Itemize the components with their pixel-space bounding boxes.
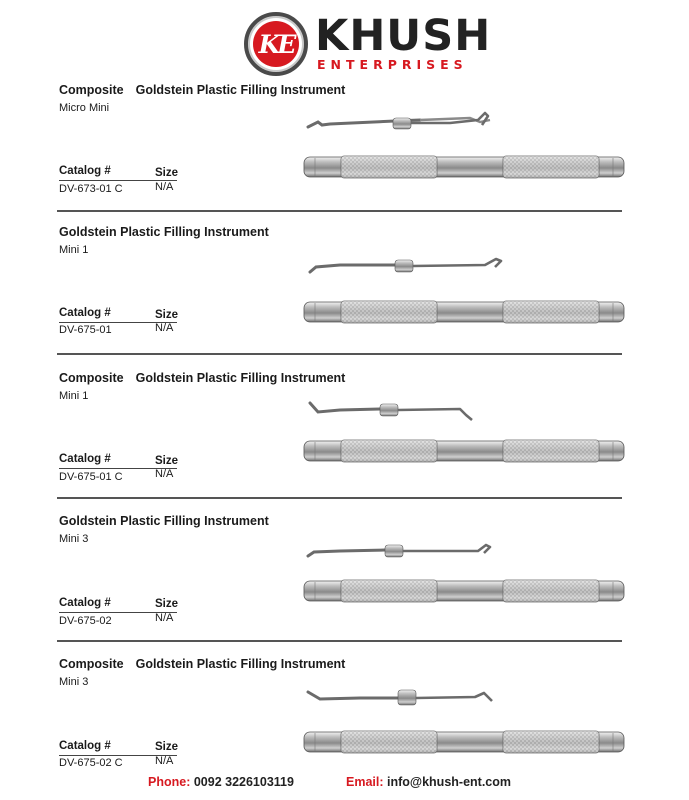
- product-name: Goldstein Plastic Filling Instrument: [135, 657, 346, 671]
- catalog-number: DV-675-01: [59, 324, 112, 336]
- size-header: Size: [155, 455, 179, 467]
- product-title: [59, 83, 345, 97]
- instrument-handle-image: [303, 154, 625, 180]
- instrument-handle-image: [303, 578, 625, 604]
- phone-label: Phone:: [148, 775, 191, 789]
- size-value: N/A: [155, 181, 174, 193]
- catalog-header: Catalog #: [59, 165, 111, 177]
- catalog-number: DV-675-02: [59, 615, 112, 627]
- email-address: info@khush-ent.com: [387, 775, 511, 789]
- logo-emblem: [244, 12, 308, 76]
- product-subtitle: Mini 1: [59, 390, 89, 402]
- instrument-tip-image: [300, 681, 600, 721]
- product-subtitle: Micro Mini: [59, 102, 110, 114]
- section-divider: [57, 497, 622, 499]
- catalog-header: Catalog #: [59, 453, 111, 465]
- size-header: Size: [155, 598, 179, 610]
- section-divider: [57, 640, 622, 642]
- email-label: Email:: [346, 775, 384, 789]
- catalog-header: Catalog #: [59, 597, 111, 609]
- footer-email: [346, 775, 511, 789]
- instrument-tip-image: [300, 251, 600, 291]
- section-divider: [57, 353, 622, 355]
- catalog-number: DV-675-01 C: [59, 471, 123, 483]
- size-value: N/A: [155, 755, 174, 767]
- instrument-handle-image: [303, 438, 625, 464]
- size-value: N/A: [155, 468, 174, 480]
- product-name: Goldstein Plastic Filling Instrument: [135, 83, 346, 97]
- size-header: Size: [155, 741, 179, 753]
- product-name: Goldstein Plastic Filling Instrument: [59, 225, 269, 239]
- product-title: [59, 657, 345, 671]
- instrument-tip-image: [300, 108, 600, 148]
- product-subtitle: Mini 3: [59, 533, 89, 545]
- product-prefix: Composite: [59, 371, 124, 385]
- footer-phone: [148, 775, 294, 789]
- instrument-tip-image: [300, 395, 600, 435]
- size-value: N/A: [155, 322, 174, 334]
- product-title: [59, 514, 269, 528]
- product-name: Goldstein Plastic Filling Instrument: [135, 371, 346, 385]
- catalog-header: Catalog #: [59, 307, 111, 319]
- logo-monogram: KE: [258, 29, 294, 59]
- company-name: KHUSH: [315, 11, 492, 61]
- product-subtitle: Mini 1: [59, 244, 89, 256]
- product-prefix: Composite: [59, 83, 124, 97]
- product-name: Goldstein Plastic Filling Instrument: [59, 514, 269, 528]
- company-logo: [241, 10, 492, 80]
- catalog-header: Catalog #: [59, 740, 111, 752]
- company-subtitle: ENTERPRISES: [317, 57, 468, 72]
- catalog-number: DV-675-02 C: [59, 757, 123, 769]
- instrument-handle-image: [303, 299, 625, 325]
- product-title: [59, 371, 345, 385]
- size-header: Size: [155, 167, 179, 179]
- size-header: Size: [155, 309, 179, 321]
- catalog-number: DV-673-01 C: [59, 183, 123, 195]
- product-subtitle: Mini 3: [59, 676, 89, 688]
- instrument-tip-image: [300, 535, 600, 575]
- product-prefix: Composite: [59, 657, 124, 671]
- product-title: [59, 225, 269, 239]
- size-value: N/A: [155, 612, 174, 624]
- phone-number: 0092 3226103119: [193, 775, 294, 789]
- instrument-handle-image: [303, 729, 625, 755]
- section-divider: [57, 210, 622, 212]
